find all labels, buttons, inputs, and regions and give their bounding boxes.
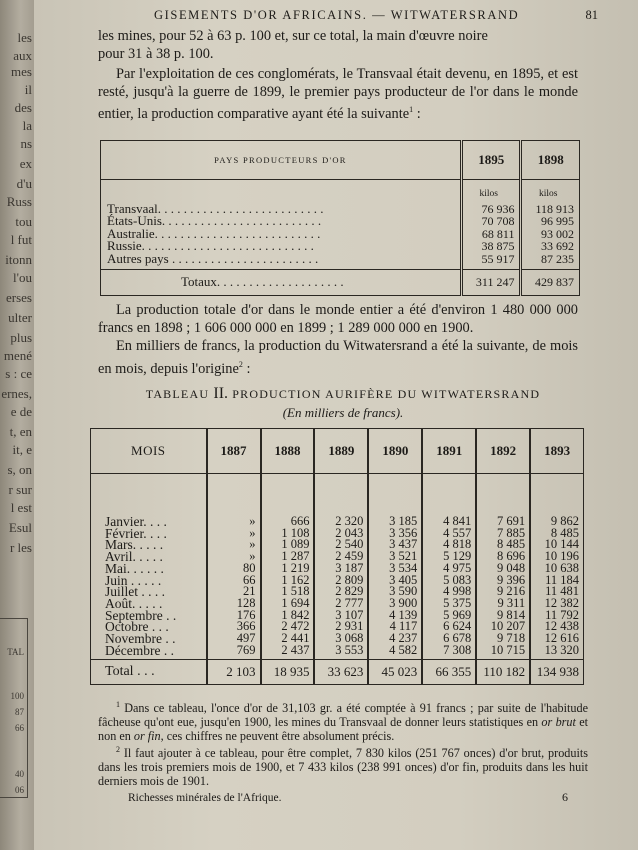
table2-value: 4 998 [422, 586, 476, 598]
table2-month: Novembre . . [105, 631, 176, 647]
adjacent-page-fragment: r les [9, 540, 32, 555]
table2-caption-text: PRODUCTION AURIFÈRE DU WITWATERSRAND [232, 387, 541, 401]
table1-value-1898: 93 002 [521, 228, 580, 241]
table1-row [101, 253, 580, 270]
table2-value: 10 715 [476, 645, 530, 660]
adjacent-page-fragment: mes [11, 64, 32, 79]
table2-total-value: 110 182 [476, 660, 530, 685]
table2-month: Avril. . . . . [105, 549, 163, 565]
adjacent-page-table-fragment: 100 [10, 691, 24, 701]
table1-total-1898: 429 837 [521, 270, 580, 296]
paragraph-3-text: En milliers de francs, la production du Witwatersrand a été la suivante, de mois en mois, depuis l'origine [98, 338, 578, 377]
table2-value: 1 108 [261, 528, 315, 540]
table2-caption [108, 385, 578, 403]
adjacent-page-fragment: d'u [16, 176, 32, 191]
table1-year-1898: 1898 [521, 141, 580, 180]
table1-total-label: Totaux. . . . . . . . . . . . . . . . . . . . [101, 270, 462, 296]
table2-value: » [207, 474, 261, 528]
adjacent-page-fragment: ns [20, 136, 32, 151]
table2-value: 4 557 [422, 528, 476, 540]
table2-value: 3 187 [314, 563, 368, 575]
table2-value: 12 438 [530, 621, 583, 633]
table2-value: 4 818 [422, 539, 476, 551]
table2-month: Février. . . . [105, 525, 167, 541]
paragraph-1-text: Par l'exploitation de ces conglomérats, le Transvaal était devenu, en 1895, et est resté, jusqu'à la guerre de 1899, le premier pays producteur de l'or dans le monde entier, la production comparative ayant été la suivante [98, 66, 578, 122]
table2-value: 6 624 [422, 621, 476, 633]
table2-row [91, 645, 584, 660]
table2-total-value: 33 623 [314, 660, 368, 685]
footnotes [98, 698, 588, 788]
page-footer [128, 792, 568, 804]
adjacent-page-table-fragment: 06 [15, 785, 24, 795]
table2-value: 3 405 [368, 575, 422, 587]
table2-value: 12 382 [530, 598, 583, 610]
table2-value: 7 308 [422, 645, 476, 660]
adjacent-page-fragment: itonn [5, 252, 32, 267]
adjacent-page-fragment: erses [6, 290, 32, 305]
table1-year-1895: 1895 [461, 141, 521, 180]
paragraph-3-end: : [242, 360, 251, 377]
table2-value: 3 534 [368, 563, 422, 575]
table2-value: 1 219 [261, 563, 315, 575]
table1-country: Russie. . . . . . . . . . . . . . . . . . . . . . . . . . . [107, 238, 314, 253]
table2-month: Mars. . . . . [105, 537, 164, 553]
table1-total-1895: 311 247 [461, 270, 521, 296]
table2-value: 5 083 [422, 575, 476, 587]
adjacent-page-fragment: Esul [8, 520, 32, 535]
table2-value: 2 320 [314, 474, 368, 528]
table2-value: 666 [261, 474, 315, 528]
table1-unit-1895: kilos [461, 180, 521, 201]
table1-unit-row [101, 180, 580, 201]
table2-value: 4 139 [368, 610, 422, 622]
table2-value: 4 841 [422, 474, 476, 528]
table2-value: 9 396 [476, 575, 530, 587]
adjacent-page-fragment: Russ [6, 194, 32, 209]
paragraph-2 [98, 302, 578, 337]
table2-value: 9 718 [476, 633, 530, 645]
adjacent-page-table-fragment: TAL [7, 647, 24, 657]
table2-month: Juillet . . . . [105, 584, 165, 600]
adjacent-page-fragment: r sur [8, 482, 32, 497]
table2-year-header: 1892 [476, 429, 530, 474]
table2-value: 1 287 [261, 551, 315, 563]
adjacent-page-fragment: ex [19, 156, 32, 171]
adjacent-page-fragment: ernes, [1, 386, 32, 401]
table2-value: 1 162 [261, 575, 315, 587]
adjacent-page-fragment: s, on [7, 462, 32, 477]
footer-book-title: Richesses minérales de l'Afrique. [128, 792, 282, 804]
intro-line-1: les mines, pour 52 à 63 p. 100 et, sur ce total, la main d'œuvre noire [98, 28, 488, 44]
footnote-1-em-2: or fin [133, 729, 161, 744]
table2-year-header: 1893 [530, 429, 583, 474]
table2-value: 3 590 [368, 586, 422, 598]
table2-value: 769 [207, 645, 261, 660]
table2-row [91, 474, 584, 528]
table2-value: » [207, 528, 261, 540]
table2-value: 10 638 [530, 563, 583, 575]
adjacent-page-edge [0, 0, 34, 850]
intro-line-2: pour 31 à 38 p. 100. [98, 45, 214, 62]
footnote-1-end: , ces chiffres ne peuvent être absolument précis. [160, 729, 395, 744]
table2-value: 2 931 [314, 621, 368, 633]
intro-text [98, 28, 578, 63]
adjacent-page-fragment: t, en [9, 424, 32, 439]
table1-value-1895: 76 936 [461, 201, 521, 216]
table1-body [101, 201, 580, 270]
table2-value: 2 809 [314, 575, 368, 587]
table2-value: 4 117 [368, 621, 422, 633]
table2-value: 9 311 [476, 598, 530, 610]
table2-year-header: 1889 [314, 429, 368, 474]
table2-total-value: 45 023 [368, 660, 422, 685]
table2-value: 2 777 [314, 598, 368, 610]
table2-value: 8 485 [476, 539, 530, 551]
footnote-ref-1: 1 [409, 105, 414, 114]
table2-value: 3 553 [314, 645, 368, 660]
table2-header-row [91, 429, 584, 474]
table2-value: 13 320 [530, 645, 583, 660]
table2-month: Septembre . . [105, 607, 177, 623]
table2-value: 128 [207, 598, 261, 610]
table2-value: 497 [207, 633, 261, 645]
adjacent-page-table-fragment: 40 [15, 769, 24, 779]
table1-value-1895: 55 917 [461, 253, 521, 270]
page-number: 81 [585, 8, 598, 22]
table2-total-value: 18 935 [261, 660, 315, 685]
table2-value: 66 [207, 575, 261, 587]
table2-value: 21 [207, 586, 261, 598]
table2-month: Octobre . . . [105, 619, 169, 635]
table1-country: Transvaal. . . . . . . . . . . . . . . . . . . . . . . . . . [107, 200, 324, 216]
table1-header-label: PAYS PRODUCTEURS D'OR [101, 141, 462, 180]
paragraph-2-text: La production totale d'or dans le monde entier a été d'environ 1 480 000 000 francs en 1898 ; 1 606 000 000 en 1899 ; 1 289 000 000 en 1900. [98, 302, 578, 336]
table2-caption-prefix: TABLEAU [145, 387, 210, 401]
table2-year-header: 1887 [207, 429, 261, 474]
table2-month: Juin . . . . . [105, 572, 162, 588]
table2-value: 176 [207, 610, 261, 622]
table2-total-value: 66 355 [422, 660, 476, 685]
table2-value: 3 107 [314, 610, 368, 622]
table2-value: 11 184 [530, 575, 583, 587]
table2-value: 8 485 [530, 528, 583, 540]
adjacent-page-fragment: il [24, 82, 32, 97]
table2-value: 2 441 [261, 633, 315, 645]
footnote-ref-2: 2 [238, 359, 243, 369]
table1-value-1895: 70 708 [461, 215, 521, 228]
table2-caption-roman: II. [213, 385, 229, 402]
table2-value: 3 521 [368, 551, 422, 563]
table2-month: Mai. . . . . . [105, 560, 164, 576]
table2-body [91, 474, 584, 660]
footnote-1-mark: 1 [116, 700, 120, 709]
adjacent-page-table-fragment: 87 [15, 707, 24, 717]
table1-unit-1898: kilos [521, 180, 580, 201]
table2-value: 9 862 [530, 474, 583, 528]
table2-value: 7 691 [476, 474, 530, 528]
table2-value: 10 196 [530, 551, 583, 563]
table2-value: 8 696 [476, 551, 530, 563]
adjacent-page-fragment: tou [15, 214, 32, 229]
table2-value: 9 048 [476, 563, 530, 575]
table2-month: Janvier. . . . [105, 514, 167, 529]
adjacent-page-fragment: les [17, 30, 32, 45]
table2-value: 1 694 [261, 598, 315, 610]
table2-value: 2 043 [314, 528, 368, 540]
table1-value-1898: 33 692 [521, 240, 580, 253]
paragraph-1-end: : [413, 105, 421, 122]
table2-value: 1 518 [261, 586, 315, 598]
gold-producers-table [100, 140, 580, 296]
adjacent-page-table-edge [0, 618, 28, 798]
table2-value: 11 481 [530, 586, 583, 598]
table2-value: 11 792 [530, 610, 583, 622]
adjacent-page-fragment: des [14, 100, 32, 115]
table2-value: 2 459 [314, 551, 368, 563]
table2-total-label: Total . . . [91, 660, 207, 685]
table2-value: 9 216 [476, 586, 530, 598]
table2-value: 6 678 [422, 633, 476, 645]
table2-total-value: 2 103 [207, 660, 261, 685]
table2-value: » [207, 551, 261, 563]
table1-value-1895: 38 875 [461, 240, 521, 253]
table2-value: 80 [207, 563, 261, 575]
table2-value: 5 375 [422, 598, 476, 610]
table2-mois-header: MOIS [91, 429, 207, 474]
adjacent-page-fragment: l'ou [13, 270, 32, 285]
footnote-1-mid: et non en [98, 715, 589, 744]
adjacent-page-fragment: s : ce [5, 366, 32, 381]
table2-value: 4 237 [368, 633, 422, 645]
table1-value-1898: 118 913 [521, 201, 580, 216]
paragraph-1 [98, 66, 578, 123]
table2-value: 1 089 [261, 539, 315, 551]
adjacent-page-fragment: l est [10, 500, 32, 515]
table2-value: 3 437 [368, 539, 422, 551]
adjacent-page-fragment: e de [10, 404, 32, 419]
table2-subcaption: (En milliers de francs). [282, 405, 404, 420]
table2-value: 2 472 [261, 621, 315, 633]
table1-country: Autres pays . . . . . . . . . . . . . . . . . . . . . . . [107, 250, 319, 266]
table2-year-header: 1888 [261, 429, 315, 474]
footnote-1-text: Dans ce tableau, l'once d'or de 31,103 gr. a été comptée à 91 francs ; par suite de l'habitude fâcheuse qu'ont eue, jusqu'en 1900, les mines du Transvaal de donner leurs statistiques en [98, 701, 588, 730]
table2-total-row [91, 660, 584, 685]
table2-year-header: 1891 [422, 429, 476, 474]
table2-value: 7 885 [476, 528, 530, 540]
book-page [34, 0, 638, 850]
paragraph-3 [98, 338, 578, 378]
table1-value-1895: 68 811 [461, 228, 521, 241]
table2-value: 1 842 [261, 610, 315, 622]
adjacent-page-table-fragment: 66 [15, 723, 24, 733]
adjacent-page-fragment: l fut [10, 232, 32, 247]
table2-value: 3 356 [368, 528, 422, 540]
table2-value: 2 437 [261, 645, 315, 660]
table2-value: 3 185 [368, 474, 422, 528]
table2-value: 366 [207, 621, 261, 633]
footer-signature: 6 [562, 790, 568, 804]
table2-value: 10 144 [530, 539, 583, 551]
table2-value: 4 975 [422, 563, 476, 575]
footnote-1 [98, 698, 588, 743]
adjacent-page-fragment: it, e [12, 442, 32, 457]
table2-value: 9 814 [476, 610, 530, 622]
footnote-2 [98, 743, 588, 788]
adjacent-page-fragment: mené [3, 348, 32, 363]
table1-country: Australie. . . . . . . . . . . . . . . . . . . . . . . . . . [107, 225, 321, 241]
table2-value: 10 207 [476, 621, 530, 633]
table1-value-1898: 96 995 [521, 215, 580, 228]
table1-country: États-Unis. . . . . . . . . . . . . . . . . . . . . . . . . [107, 213, 322, 228]
table1-total-row [101, 270, 580, 296]
table2-value: 3 900 [368, 598, 422, 610]
adjacent-page-fragment: plus [10, 330, 32, 345]
table2-value: 12 616 [530, 633, 583, 645]
table2-year-header: 1890 [368, 429, 422, 474]
table2-value: » [207, 539, 261, 551]
table2-month: Décembre . . [105, 642, 174, 658]
table2-value: 5 129 [422, 551, 476, 563]
table1-header-row [101, 141, 580, 180]
adjacent-page-fragment: la [22, 118, 32, 133]
adjacent-page-fragment: ulter [8, 310, 32, 325]
table2-value: 3 068 [314, 633, 368, 645]
footnote-1-em-1: or brut [541, 715, 576, 730]
footnote-2-mark: 2 [116, 745, 120, 755]
table2-month: Août. . . . . [105, 595, 163, 611]
running-header [34, 8, 638, 26]
adjacent-page-fragment: aux [13, 48, 32, 63]
witwatersrand-production-table [90, 428, 584, 685]
running-title: GISEMENTS D'OR AFRICAINS. — WITWATERSRAND [154, 8, 520, 22]
table2-value: 4 582 [368, 645, 422, 660]
table2-total-value: 134 938 [530, 660, 583, 685]
table1-value-1898: 87 235 [521, 253, 580, 270]
footnote-2-text: Il faut ajouter à ce tableau, pour être complet, 7 830 kilos (251 767 onces) d'or brut, produits dans les trois premiers mois de 1900, et 7 433 kilos (238 991 onces) d'or fin, produits dans les huit derniers mois de 1901. [98, 746, 588, 789]
table2-value: 2 540 [314, 539, 368, 551]
table2-value: 2 829 [314, 586, 368, 598]
table2-value: 5 969 [422, 610, 476, 622]
